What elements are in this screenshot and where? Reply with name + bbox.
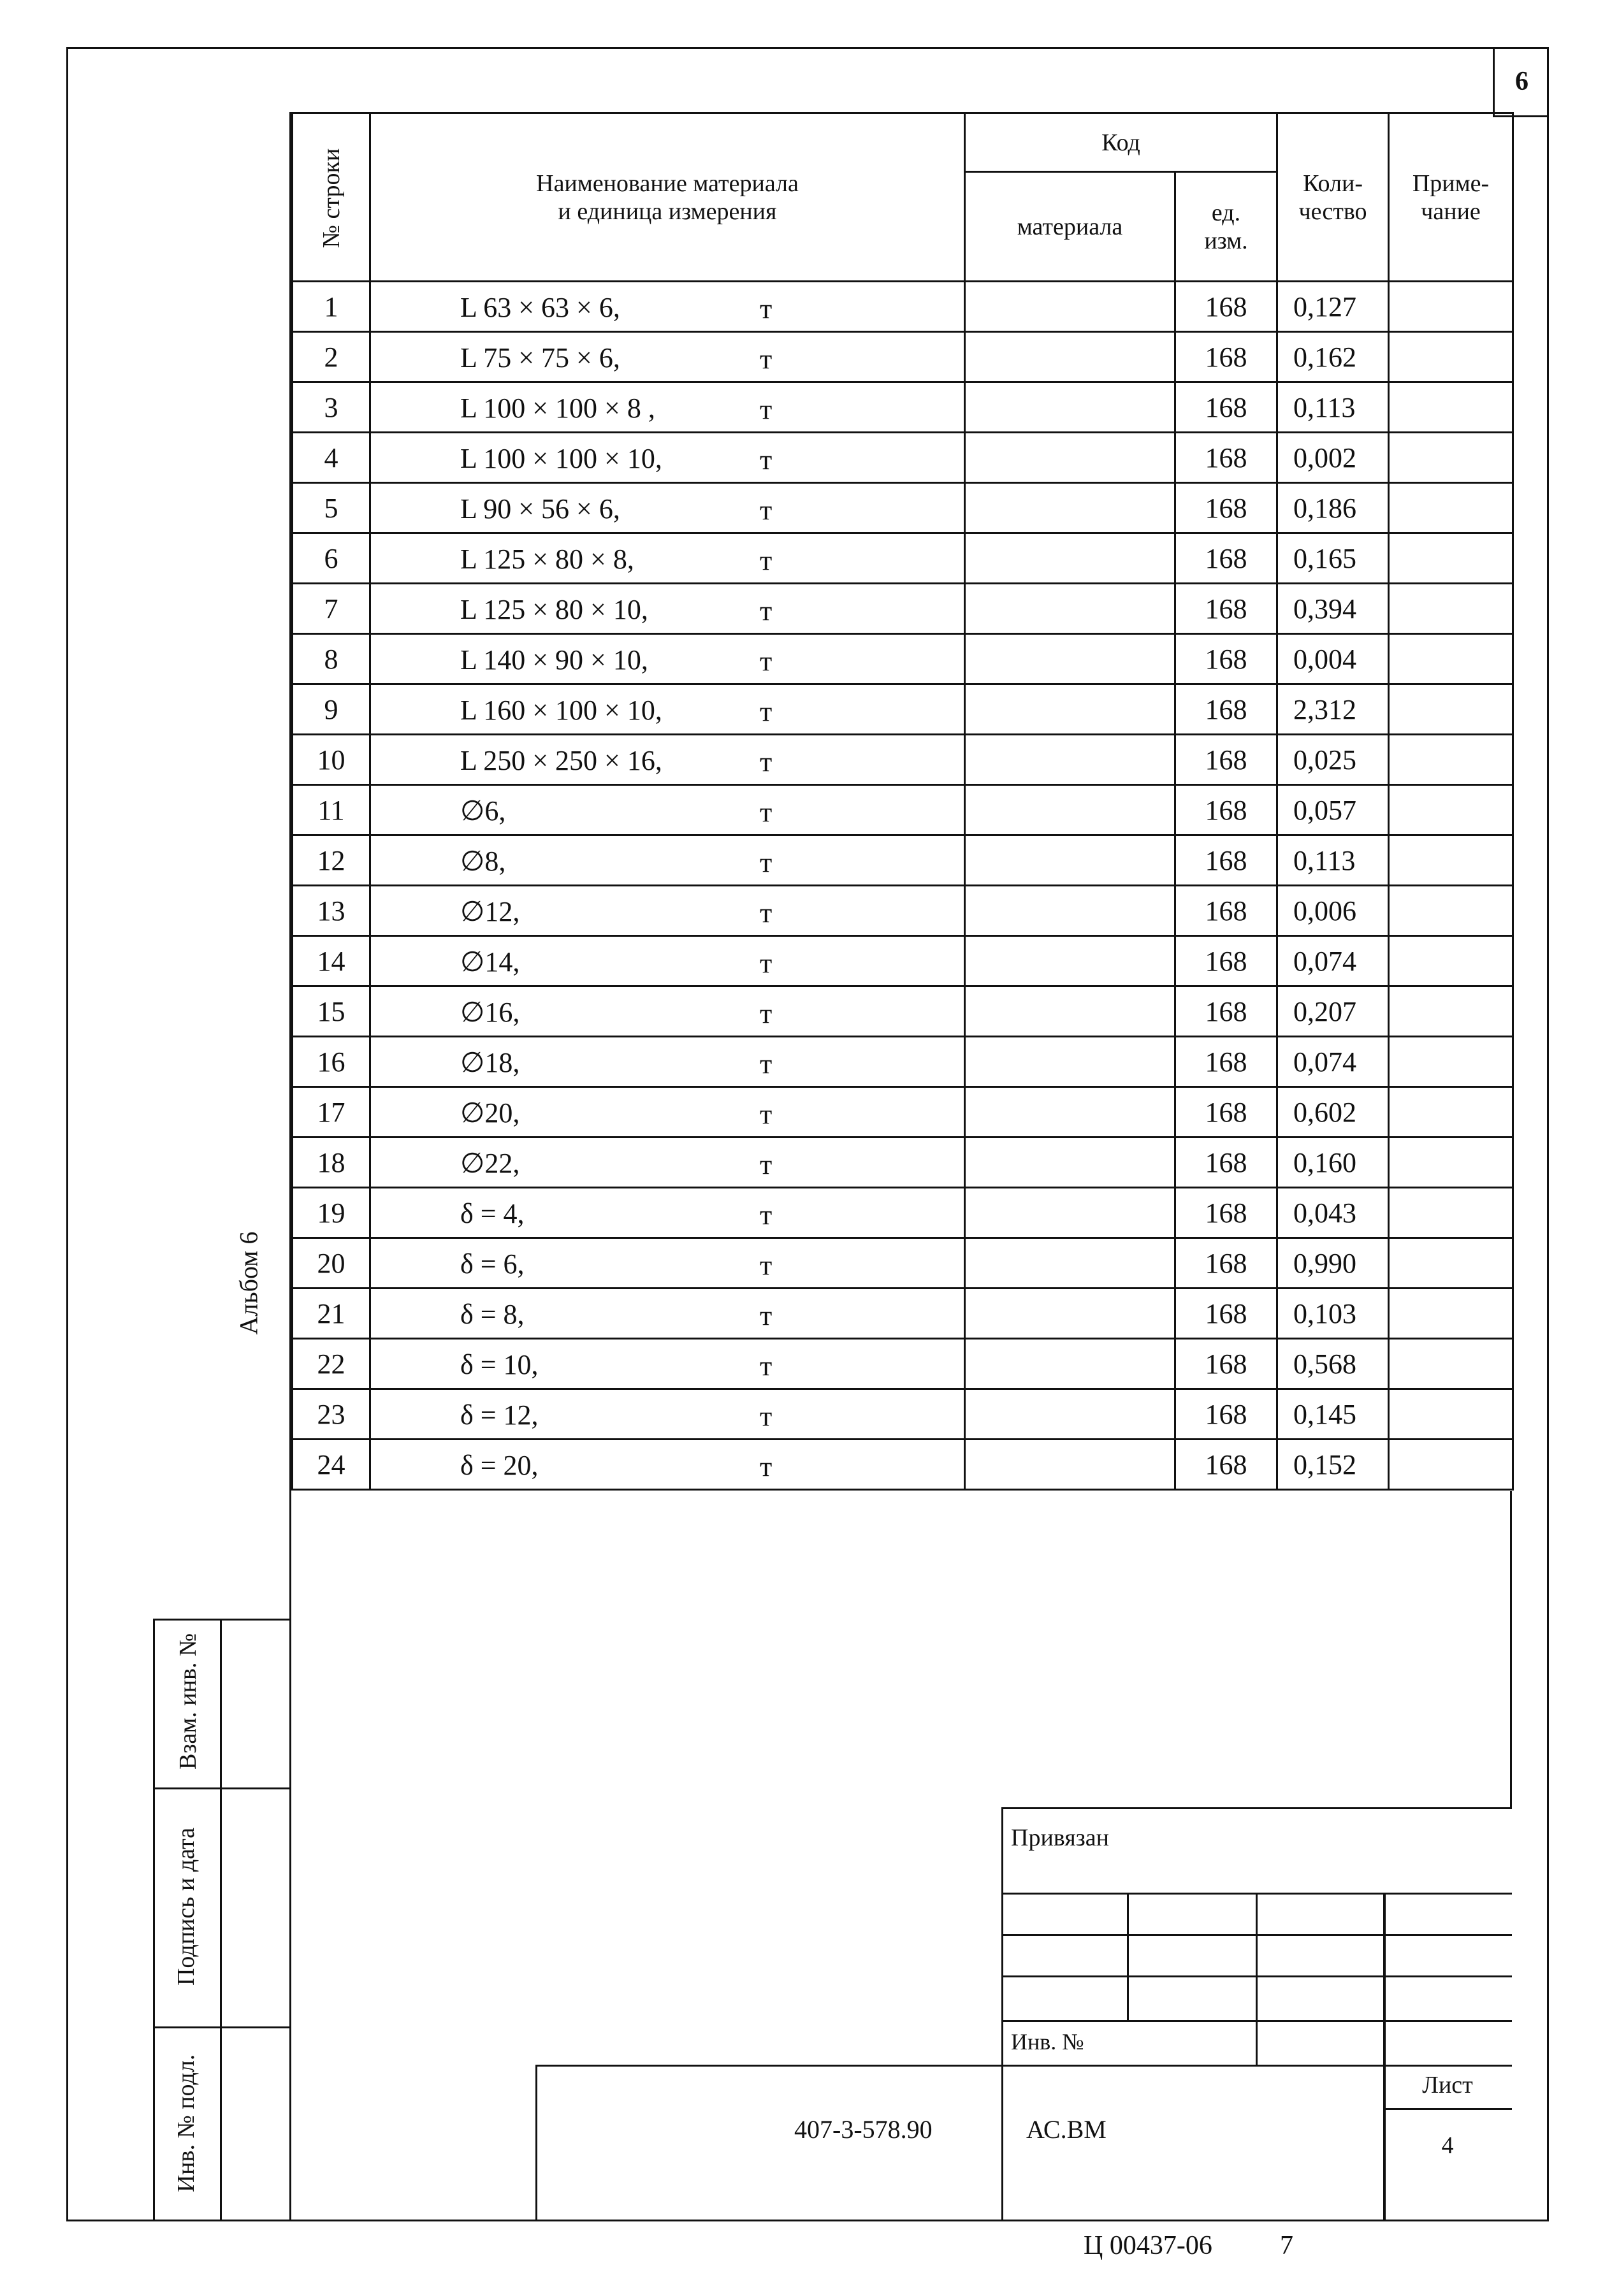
material-unit: т	[760, 948, 773, 979]
table-row	[293, 1087, 1513, 1137]
quantity: 0,004	[1277, 634, 1389, 684]
material-name: L 125 × 80 × 8,	[460, 544, 634, 575]
quantity: 0,113	[1277, 835, 1389, 886]
header-code: Код	[965, 113, 1277, 172]
unit-code: 168	[1175, 684, 1277, 735]
note	[1389, 1339, 1513, 1389]
material-name-cell	[370, 1188, 965, 1238]
material-name-cell	[370, 584, 965, 634]
material-name: L 75 × 75 × 6,	[460, 342, 620, 373]
material-name-cell	[370, 533, 965, 584]
material-name: ∅8,	[460, 846, 506, 877]
unit-code: 168	[1175, 886, 1277, 936]
stamp-line	[1127, 1893, 1129, 2020]
unit-code: 168	[1175, 936, 1277, 986]
material-name-cell	[370, 1389, 965, 1440]
material-code	[965, 936, 1175, 986]
row-number: 22	[293, 1339, 370, 1389]
material-name-cell	[370, 382, 965, 433]
material-unit: т	[760, 343, 773, 375]
unit-code: 168	[1175, 332, 1277, 382]
note	[1389, 1137, 1513, 1188]
material-unit: т	[760, 897, 773, 928]
unit-code: 168	[1175, 1238, 1277, 1289]
material-code	[965, 1087, 1175, 1137]
quantity: 0,160	[1277, 1137, 1389, 1188]
material-unit: т	[760, 847, 773, 878]
material-name: L 125 × 80 × 10,	[460, 594, 648, 625]
material-code	[965, 785, 1175, 835]
material-name: δ = 12,	[460, 1399, 539, 1431]
sheet-label: Лист	[1422, 2072, 1473, 2098]
signature-date-label: Подпись и дата	[173, 1827, 200, 1986]
unit-code: 168	[1175, 785, 1277, 835]
inv-label: Инв. №	[1011, 2029, 1084, 2054]
material-name-cell	[370, 483, 965, 533]
material-code	[965, 1440, 1175, 1490]
material-unit: т	[760, 1350, 773, 1382]
material-name-cell	[370, 684, 965, 735]
quantity: 0,394	[1277, 584, 1389, 634]
row-number: 9	[293, 684, 370, 735]
material-code	[965, 986, 1175, 1037]
sheet-number: 6	[1493, 47, 1549, 117]
quantity: 0,186	[1277, 483, 1389, 533]
material-name-cell	[370, 1238, 965, 1289]
material-name: δ = 8,	[460, 1299, 525, 1330]
table-row	[293, 835, 1513, 886]
material-code	[965, 684, 1175, 735]
material-name: L 90 × 56 × 6,	[460, 493, 620, 524]
material-code	[965, 483, 1175, 533]
unit-code: 168	[1175, 584, 1277, 634]
material-code	[965, 1188, 1175, 1238]
quantity: 0,113	[1277, 382, 1389, 433]
material-name: ∅16,	[460, 997, 520, 1028]
quantity: 0,043	[1277, 1188, 1389, 1238]
unit-code: 168	[1175, 1037, 1277, 1087]
table-row	[293, 1289, 1513, 1339]
material-code	[965, 332, 1175, 382]
doc-mark: АС.ВМ	[1026, 2115, 1107, 2144]
unit-code: 168	[1175, 1389, 1277, 1440]
row-number: 11	[293, 785, 370, 835]
material-name: L 63 × 63 × 6,	[460, 292, 620, 323]
note	[1389, 533, 1513, 584]
table-row	[293, 735, 1513, 785]
unit-code: 168	[1175, 433, 1277, 483]
note	[1389, 332, 1513, 382]
row-number: 10	[293, 735, 370, 785]
material-code	[965, 382, 1175, 433]
row-number: 20	[293, 1238, 370, 1289]
row-number: 18	[293, 1137, 370, 1188]
material-name-cell	[370, 1087, 965, 1137]
row-number: 2	[293, 332, 370, 382]
material-code	[965, 1037, 1175, 1087]
quantity: 0,162	[1277, 332, 1389, 382]
material-code	[965, 835, 1175, 886]
quantity: 0,103	[1277, 1289, 1389, 1339]
material-name-cell	[370, 835, 965, 886]
table-row	[293, 785, 1513, 835]
material-unit: т	[760, 495, 773, 526]
material-unit: т	[760, 646, 773, 677]
table-row	[293, 886, 1513, 936]
note	[1389, 735, 1513, 785]
material-code	[965, 886, 1175, 936]
row-number: 21	[293, 1289, 370, 1339]
material-code	[965, 1339, 1175, 1389]
material-name: ∅22,	[460, 1148, 520, 1179]
note	[1389, 584, 1513, 634]
note	[1389, 1238, 1513, 1289]
note	[1389, 1037, 1513, 1087]
material-name-cell	[370, 282, 965, 332]
unit-code: 168	[1175, 1339, 1277, 1389]
material-unit: т	[760, 545, 773, 576]
material-name-cell	[370, 1289, 965, 1339]
note	[1389, 282, 1513, 332]
header-name: Наименование материала и единица измерения	[370, 113, 965, 282]
material-name: ∅20,	[460, 1097, 520, 1129]
material-unit: т	[760, 746, 773, 777]
archive-page: 7	[1280, 2231, 1293, 2260]
material-unit: т	[760, 595, 773, 626]
unit-code: 168	[1175, 483, 1277, 533]
stamp-line	[1383, 2108, 1512, 2110]
header-material: материала	[965, 172, 1175, 282]
material-name-cell	[370, 986, 965, 1037]
material-unit: т	[760, 998, 773, 1029]
unit-code: 168	[1175, 1188, 1277, 1238]
header-row-no: № строки	[293, 113, 370, 282]
table-row	[293, 1037, 1513, 1087]
material-code	[965, 1289, 1175, 1339]
material-name: L 100 × 100 × 8 ,	[460, 393, 655, 424]
bound-label: Привязан	[1011, 1824, 1109, 1851]
table-row	[293, 986, 1513, 1037]
material-code	[965, 634, 1175, 684]
row-number: 5	[293, 483, 370, 533]
table-row	[293, 634, 1513, 684]
quantity: 0,990	[1277, 1238, 1389, 1289]
material-unit: т	[760, 444, 773, 475]
unit-code: 168	[1175, 1087, 1277, 1137]
quantity: 0,074	[1277, 936, 1389, 986]
material-unit: т	[760, 1149, 773, 1180]
quantity: 0,025	[1277, 735, 1389, 785]
note	[1389, 483, 1513, 533]
replaced-inv-label: Взам. инв. №	[175, 1633, 201, 1770]
row-number: 1	[293, 282, 370, 332]
doc-code: 407-3-578.90	[794, 2115, 933, 2144]
note	[1389, 886, 1513, 936]
quantity: 0,057	[1277, 785, 1389, 835]
album-label: Альбом 6	[234, 1231, 263, 1335]
material-name-cell	[370, 433, 965, 483]
table-row	[293, 1339, 1513, 1389]
unit-code: 168	[1175, 533, 1277, 584]
table-row	[293, 936, 1513, 986]
note	[1389, 1389, 1513, 1440]
quantity: 0,602	[1277, 1087, 1389, 1137]
note	[1389, 1289, 1513, 1339]
material-code	[965, 533, 1175, 584]
row-number: 4	[293, 433, 370, 483]
material-code	[965, 1238, 1175, 1289]
material-unit: т	[760, 1401, 773, 1432]
original-inv-label: Инв. № подл.	[173, 2054, 200, 2193]
header-qty: Коли- чество	[1277, 113, 1389, 282]
row-number: 12	[293, 835, 370, 886]
table-row	[293, 584, 1513, 634]
note	[1389, 382, 1513, 433]
note	[1389, 1087, 1513, 1137]
material-name: δ = 20,	[460, 1450, 539, 1481]
archive-code: Ц 00437-06	[1084, 2231, 1212, 2260]
material-unit: т	[760, 1300, 773, 1331]
material-name-cell	[370, 1037, 965, 1087]
material-unit: т	[760, 394, 773, 425]
unit-code: 168	[1175, 382, 1277, 433]
row-number: 7	[293, 584, 370, 634]
table-right-line	[1510, 1491, 1512, 1807]
note	[1389, 785, 1513, 835]
row-number: 6	[293, 533, 370, 584]
row-number: 16	[293, 1037, 370, 1087]
stamp-line	[1256, 1893, 1258, 2065]
table-row	[293, 533, 1513, 584]
material-spec-table	[291, 112, 1514, 1491]
material-unit: т	[760, 293, 773, 324]
material-unit: т	[760, 1199, 773, 1231]
quantity: 0,127	[1277, 282, 1389, 332]
quantity: 2,312	[1277, 684, 1389, 735]
note	[1389, 684, 1513, 735]
quantity: 0,568	[1277, 1339, 1389, 1389]
note	[1389, 835, 1513, 886]
table-row	[293, 1238, 1513, 1289]
quantity: 0,145	[1277, 1389, 1389, 1440]
table-row	[293, 282, 1513, 332]
quantity: 0,002	[1277, 433, 1389, 483]
material-name: ∅12,	[460, 896, 520, 927]
material-name-cell	[370, 1440, 965, 1490]
material-name-cell	[370, 634, 965, 684]
table-row	[293, 332, 1513, 382]
material-name: L 100 × 100 × 10,	[460, 443, 662, 474]
quantity: 0,207	[1277, 986, 1389, 1037]
row-number: 17	[293, 1087, 370, 1137]
material-code	[965, 584, 1175, 634]
row-number: 15	[293, 986, 370, 1037]
note	[1389, 936, 1513, 986]
title-stamp	[535, 2065, 1512, 2221]
note	[1389, 1440, 1513, 1490]
material-name-cell	[370, 332, 965, 382]
table-row	[293, 684, 1513, 735]
table-row	[293, 382, 1513, 433]
table-row	[293, 433, 1513, 483]
header-note: Приме- чание	[1389, 113, 1513, 282]
material-name-cell	[370, 1137, 965, 1188]
table-row	[293, 1389, 1513, 1440]
quantity: 0,165	[1277, 533, 1389, 584]
table-row	[293, 1188, 1513, 1238]
material-name: δ = 10,	[460, 1349, 539, 1380]
header-unit: ед. изм.	[1175, 172, 1277, 282]
material-unit: т	[760, 1099, 773, 1130]
quantity: 0,152	[1277, 1440, 1389, 1490]
side-stamp-divider	[220, 1619, 222, 2221]
unit-code: 168	[1175, 1440, 1277, 1490]
material-code	[965, 433, 1175, 483]
material-name-cell	[370, 1339, 965, 1389]
material-unit: т	[760, 797, 773, 828]
table-row	[293, 483, 1513, 533]
material-name: ∅18,	[460, 1047, 520, 1078]
side-stamp-row-line	[153, 2026, 291, 2028]
row-number: 3	[293, 382, 370, 433]
table-row	[293, 1137, 1513, 1188]
material-name: δ = 6,	[460, 1248, 525, 1280]
quantity: 0,074	[1277, 1037, 1389, 1087]
row-number: 23	[293, 1389, 370, 1440]
unit-code: 168	[1175, 282, 1277, 332]
material-code	[965, 1389, 1175, 1440]
row-number: 14	[293, 936, 370, 986]
material-unit: т	[760, 696, 773, 727]
material-name-cell	[370, 886, 965, 936]
material-name: L 250 × 250 × 16,	[460, 745, 662, 776]
note	[1389, 1188, 1513, 1238]
row-number: 8	[293, 634, 370, 684]
unit-code: 168	[1175, 735, 1277, 785]
row-number: 24	[293, 1440, 370, 1490]
quantity: 0,006	[1277, 886, 1389, 936]
row-number: 19	[293, 1188, 370, 1238]
note	[1389, 634, 1513, 684]
material-unit: т	[760, 1250, 773, 1281]
sheet-value: 4	[1441, 2132, 1454, 2159]
material-name: L 140 × 90 × 10,	[460, 644, 648, 675]
unit-code: 168	[1175, 634, 1277, 684]
material-name-cell	[370, 785, 965, 835]
row-number: 13	[293, 886, 370, 936]
material-unit: т	[760, 1451, 773, 1482]
material-name-cell	[370, 735, 965, 785]
table-row	[293, 1440, 1513, 1490]
material-name: L 160 × 100 × 10,	[460, 695, 662, 726]
material-code	[965, 282, 1175, 332]
material-code	[965, 1137, 1175, 1188]
material-name: δ = 4,	[460, 1198, 525, 1229]
note	[1389, 433, 1513, 483]
unit-code: 168	[1175, 1289, 1277, 1339]
material-name: ∅6,	[460, 795, 506, 827]
material-name-cell	[370, 936, 965, 986]
material-name: ∅14,	[460, 946, 520, 978]
unit-code: 168	[1175, 986, 1277, 1037]
unit-code: 168	[1175, 1137, 1277, 1188]
unit-code: 168	[1175, 835, 1277, 886]
material-unit: т	[760, 1048, 773, 1079]
side-stamp-row-line	[153, 1787, 291, 1789]
note	[1389, 986, 1513, 1037]
material-code	[965, 735, 1175, 785]
